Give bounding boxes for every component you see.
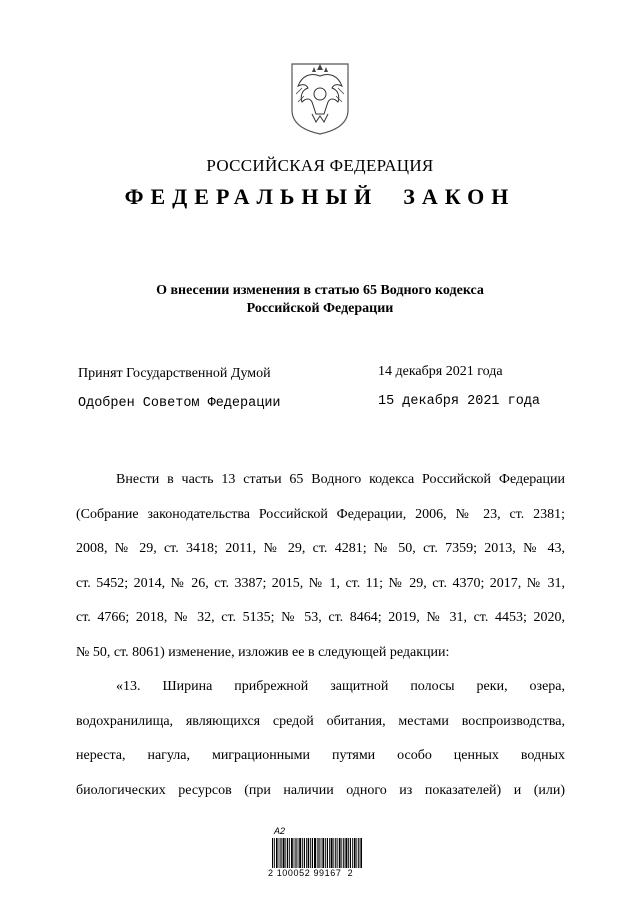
body-line: нереста, нагула, миграционными путями особо ценных водных — [76, 748, 565, 763]
barcode-icon — [272, 838, 362, 868]
body-line: № 50, ст. 8061) изменение, изложив ее в следующей редакции: — [76, 644, 450, 660]
law-title-line-1: О внесении изменения в статью 65 Водного кодекса — [156, 283, 484, 298]
body-line: ст. 5452; 2014, № 26, ст. 3387; 2015, № 1, ст. 11; № 29, ст. 4370; 2017, № 31, — [76, 575, 565, 591]
coat-of-arms-emblem-icon — [288, 62, 352, 136]
law-body-text — [76, 463, 565, 808]
body-line: (Собрание законодательства Российской Федерации, 2006, № 23, ст. 2381; — [76, 506, 565, 522]
body-line: биологических ресурсов (при наличии одного из показателей) и (или) — [76, 782, 565, 798]
handwritten-signature: A2 — [274, 826, 286, 836]
council-approval-label: Одобрен Советом Федерации — [78, 396, 281, 411]
duma-adoption-date: 14 декабря 2021 года — [378, 364, 503, 379]
document-type-heading: ФЕДЕРАЛЬНЫЙ ЗАКОН — [124, 184, 516, 209]
body-line: ст. 4766; 2018, № 32, ст. 5135; № 53, ст. 8464; 2019, № 31, ст. 4453; 2020, — [76, 610, 565, 625]
law-title — [0, 282, 640, 318]
body-line: Внести в часть 13 статьи 65 Водного кодекса Российской Федерации — [116, 472, 565, 487]
body-line: водохранилища, являющихся средой обитания, местами воспроизводства, — [76, 713, 565, 729]
body-line: 2008, № 29, ст. 3418; 2011, № 29, ст. 4281; № 50, ст. 7359; 2013, № 43, — [76, 541, 565, 556]
country-name: РОССИЙСКАЯ ФЕДЕРАЦИЯ — [206, 156, 434, 175]
council-approval-date: 15 декабря 2021 года — [378, 394, 541, 409]
barcode-number: 2 100052 99167 2 — [268, 868, 354, 878]
body-line: «13. Ширина прибрежной защитной полосы реки, озера, — [116, 679, 565, 694]
law-title-line-2: Российской Федерации — [246, 301, 394, 316]
duma-adoption-label: Принят Государственной Думой — [78, 366, 271, 381]
